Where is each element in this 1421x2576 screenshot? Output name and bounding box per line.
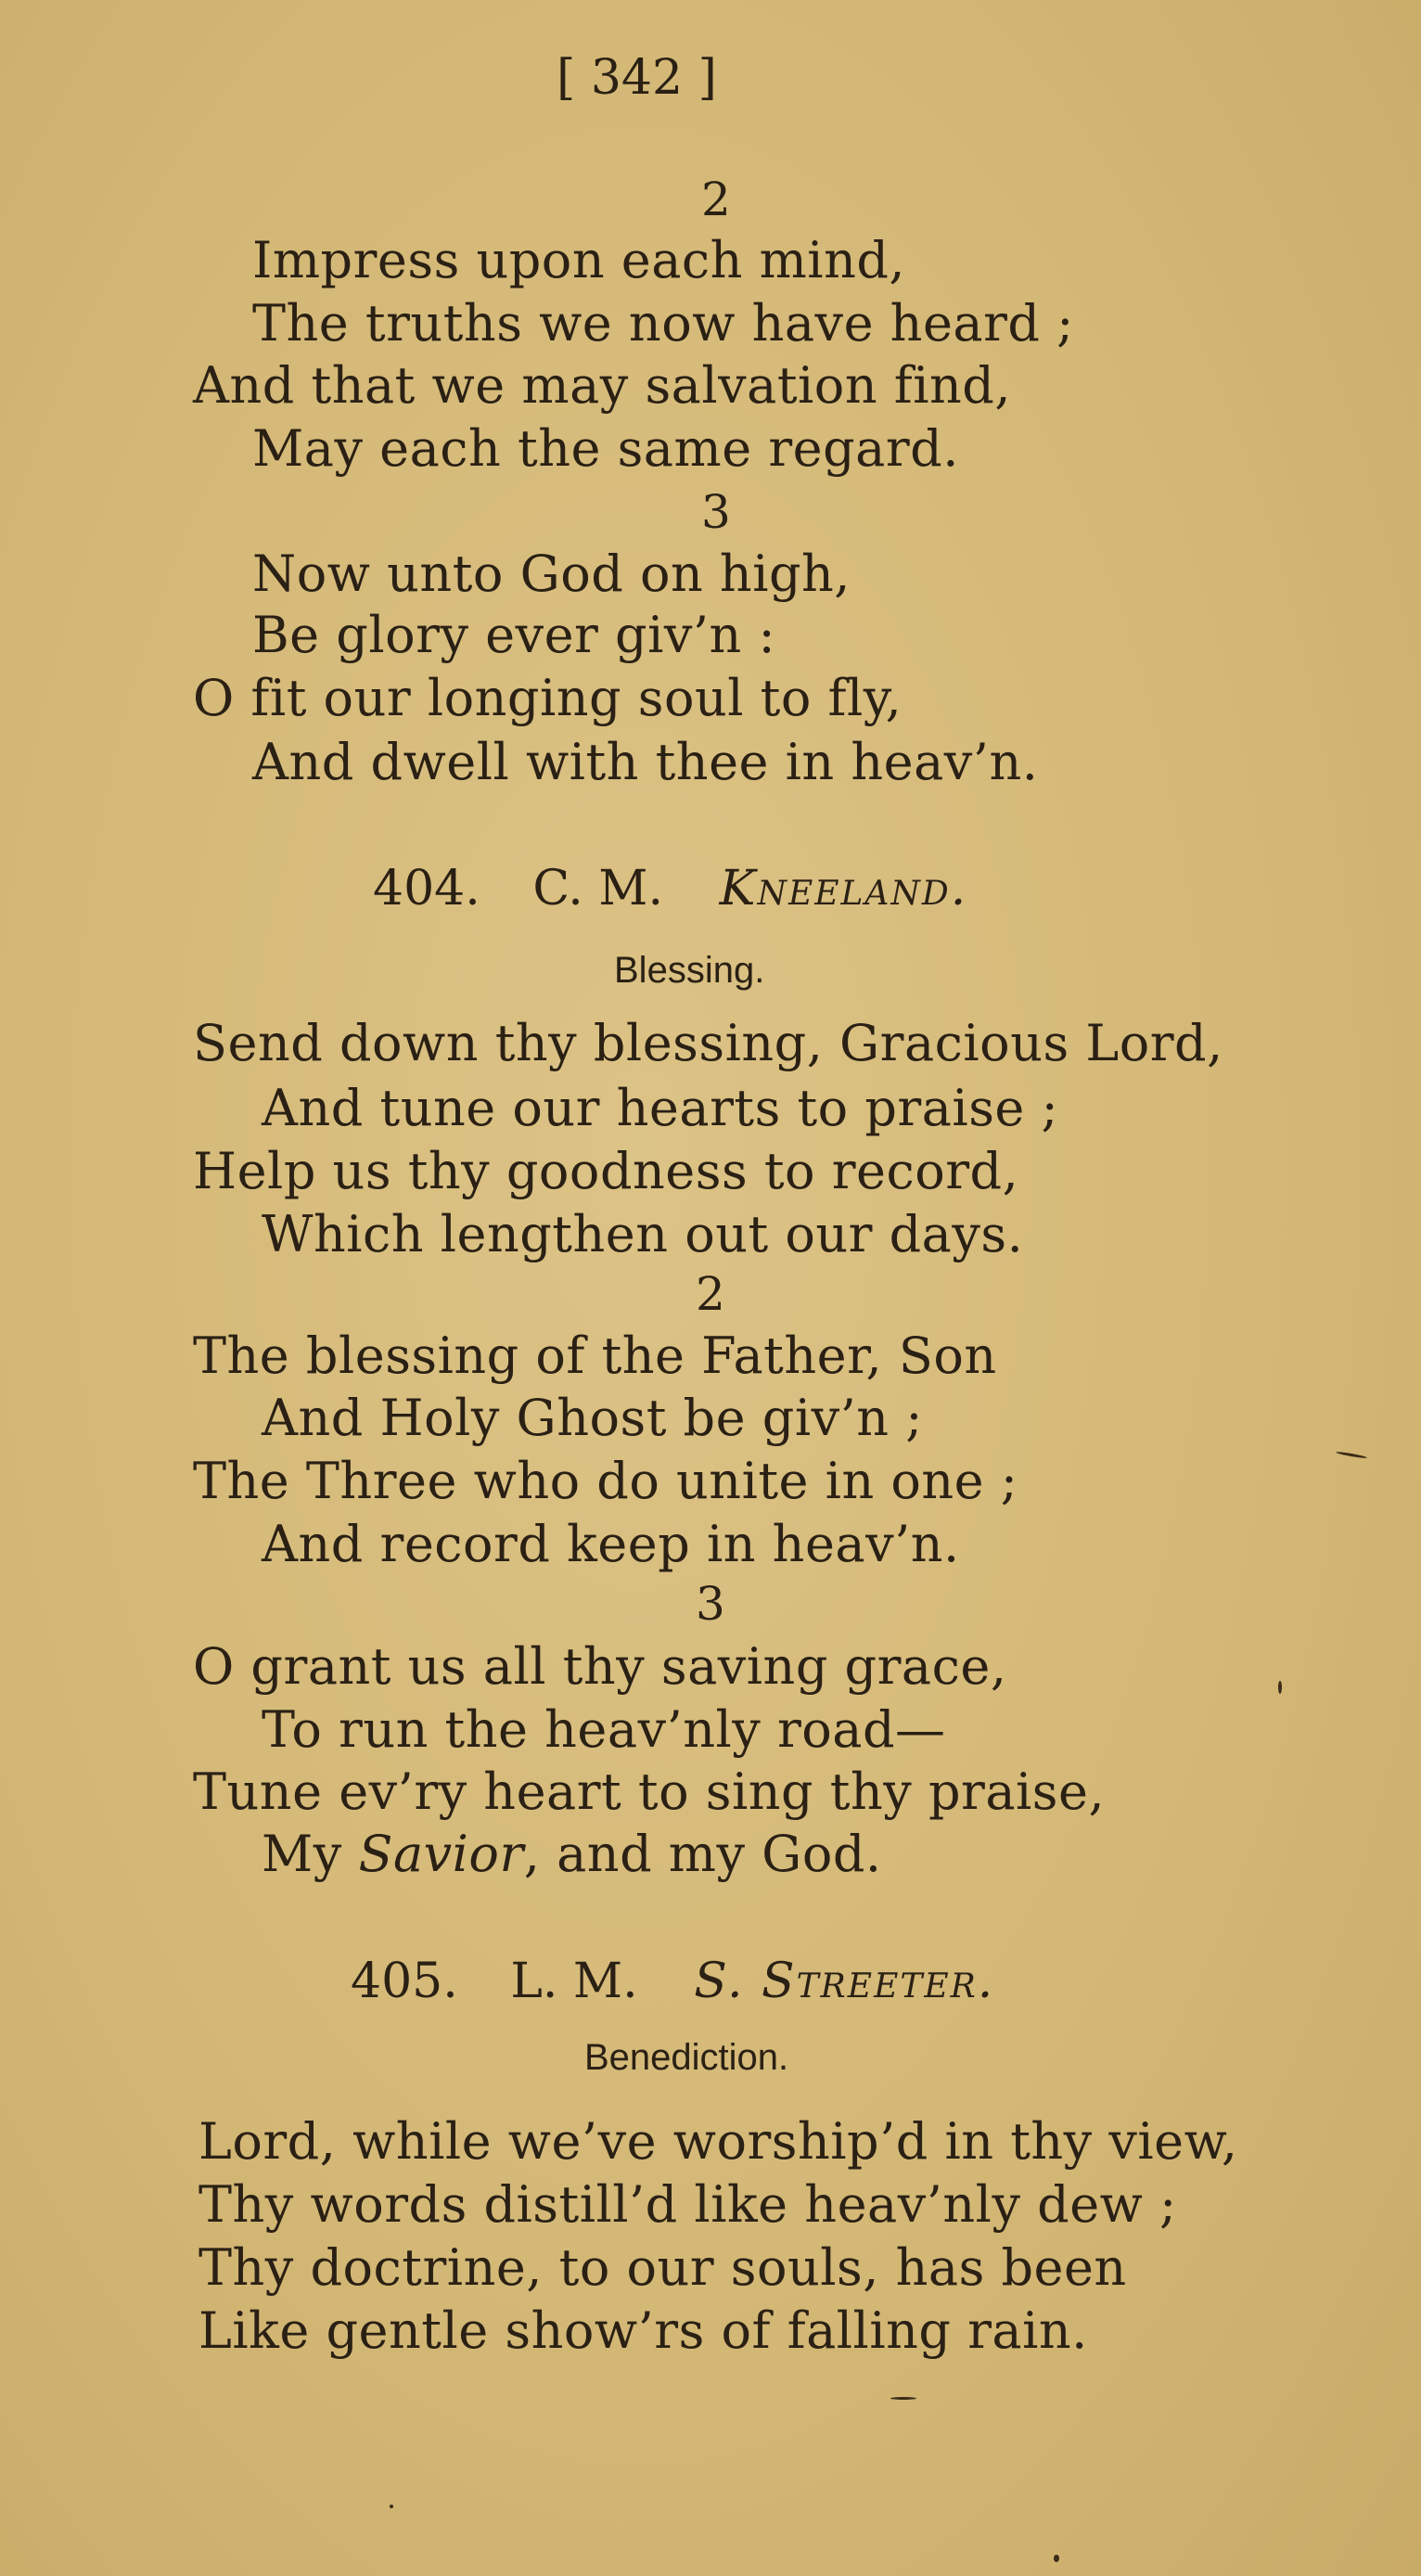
verse-line: Like gentle show’rs of falling rain. [198,2301,1088,2360]
verse-line: The blessing of the Father, Son [193,1326,997,1385]
verse-number: 2 [701,173,731,226]
verse-line: And record keep in heav’n. [262,1515,960,1573]
verse-line: Thy words distill’d like heav’nly dew ; [198,2175,1177,2234]
paper-speck [890,2397,916,2400]
verse-text: , and my God. [523,1825,882,1883]
hymn-tune: S. Streeter. [694,1954,995,2009]
verse-number: 3 [696,1577,725,1631]
verse-line: Now unto God on high, [252,545,851,603]
verse-line: Lord, while we’ve worship’d in thy view, [198,2112,1238,2171]
verse-line: O fit our longing soul to fly, [193,669,903,727]
hymn-title: Benediction. [584,2037,789,2078]
verse-line: To run the heav’nly road— [262,1700,946,1759]
paper-speck [1278,1681,1282,1694]
verse-line: Be glory ever giv’n : [252,606,776,664]
hymn-heading [351,1954,995,2009]
hymn-heading [373,861,968,916]
verse-line: And tune our hearts to praise ; [262,1079,1059,1137]
verse-line: May each the same regard. [252,419,959,478]
hymn-title: Blessing. [614,950,765,991]
verse-line: Tune ev’ry heart to sing thy praise, [193,1762,1106,1821]
verse-line: Send down thy blessing, Gracious Lord, [193,1014,1223,1072]
verse-line: And that we may salvation find, [193,356,1012,415]
verse-line: The Three who do unite in one ; [193,1452,1018,1510]
hymn-number: 404. [373,861,480,916]
verse-line: And Holy Ghost be giv’n ; [262,1389,923,1447]
verse-line: Thy doctrine, to our souls, has been [198,2238,1127,2297]
verse-line: The truths we now have heard ; [252,294,1074,352]
verse-number: 3 [701,485,731,539]
verse-line [262,1825,882,1883]
hymn-meter: L. M. [510,1954,638,2009]
verse-text: My [262,1825,359,1883]
verse-line: Which lengthen out our days. [262,1205,1024,1263]
paper-speck [1336,1451,1367,1459]
hymn-tune: Kneeland. [719,861,968,916]
verse-line: Impress upon each mind, [252,231,906,289]
page-number: [ 342 ] [557,50,717,106]
verse-line: O grant us all thy saving grace, [193,1637,1007,1696]
verse-text-italic: Savior [358,1825,524,1883]
verse-number: 2 [696,1267,725,1321]
hymn-meter: C. M. [532,861,664,916]
verse-line: And dwell with thee in heav’n. [252,733,1039,791]
paper-speck [1054,2555,1059,2562]
paper-speck [390,2505,393,2508]
verse-line: Help us thy goodness to record, [193,1142,1019,1200]
hymn-number: 405. [351,1954,458,2009]
